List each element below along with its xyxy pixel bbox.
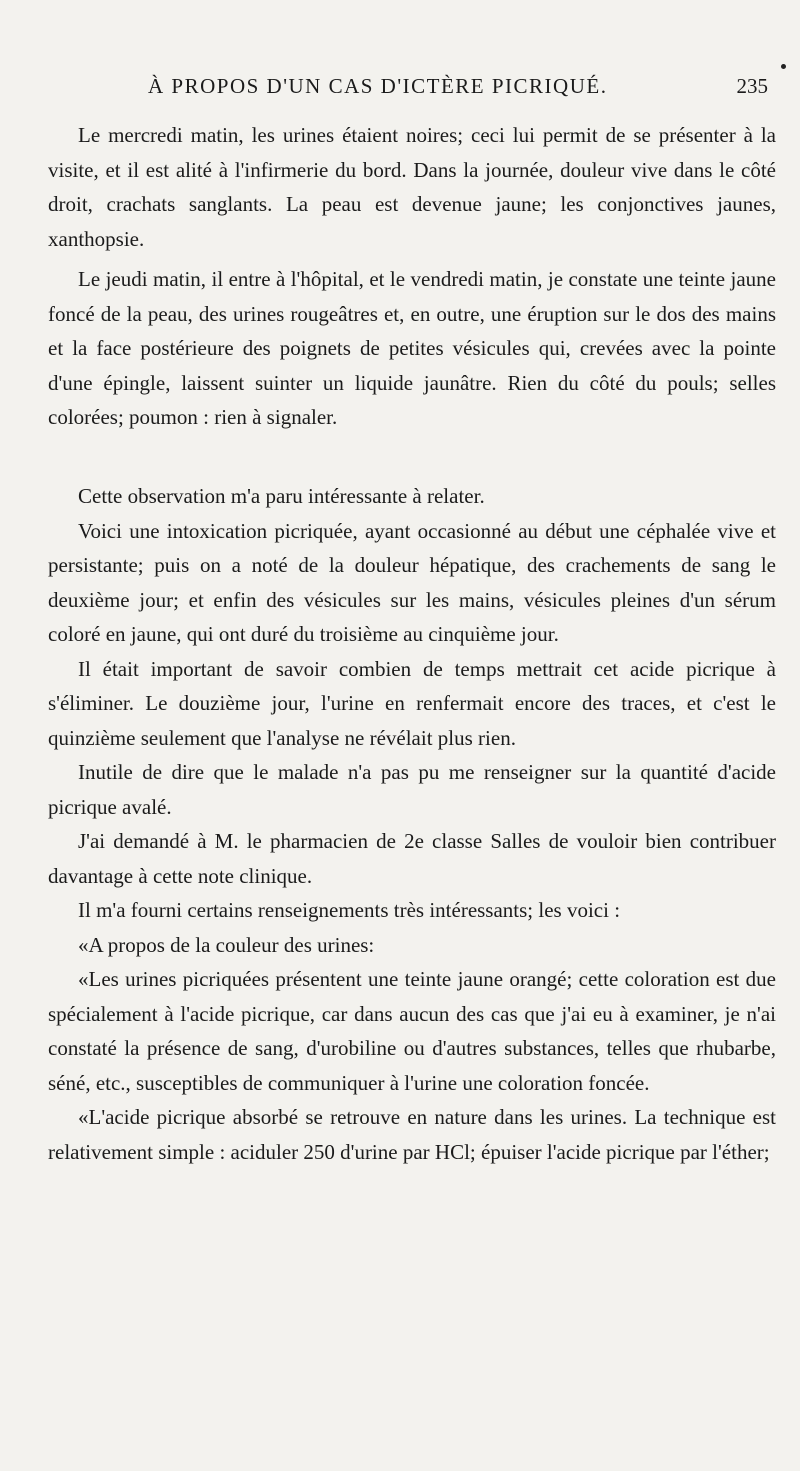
text-block-1 — [48, 118, 776, 256]
paragraph: Il était important de savoir combien de temps mettrait cet acide picrique à s'éliminer. Le douzième jour, l'urine en renfermait encore des traces, et c'est le quinzième seulement que l'analyse ne révélait plus rien. — [48, 656, 776, 750]
ink-speck — [781, 64, 786, 69]
text-block-2 — [48, 262, 776, 435]
running-header — [48, 74, 768, 106]
paragraph: Voici une intoxication picriquée, ayant occasionné au début une céphalée vive et persistante; puis on a noté de la douleur hépatique, des crachements de sang le deuxième jour; et enfin des vésicules sur les mains, vésicules pleines d'un sérum coloré en jaune, qui ont duré du troisième au cinquième jour. — [48, 518, 776, 646]
paragraph: «L'acide picrique absorbé se retrouve en nature dans les urines. La technique est relativement simple : aciduler 250 d'urine par HCl; épuiser l'acide picrique par l'éther; — [48, 1105, 776, 1164]
running-title: À PROPOS D'UN CAS D'ICTÈRE PICRIQUÉ. — [148, 74, 608, 98]
paragraph: «Les urines picriquées présentent une teinte jaune orangé; cette coloration est due spécialement à l'acide picrique, car dans aucun des cas que j'ai eu à examiner, je n'ai constaté la présence de sang, d'urobiline ou d'autres substances, telles que rhubarbe, séné, etc., susceptibles de communiquer à l'urine une coloration foncée. — [48, 967, 776, 1095]
paragraph: J'ai demandé à M. le pharmacien de 2e classe Salles de vouloir bien contribuer davantage à cette note clinique. — [48, 829, 776, 888]
paragraph: Cette observation m'a paru intéressante à relater. — [78, 484, 485, 508]
page-number: 235 — [736, 74, 768, 98]
paragraph: Le jeudi matin, il entre à l'hôpital, et le vendredi matin, je constate une teinte jaune foncé de la peau, des urines rougeâtres et, en outre, une éruption sur le dos des mains et la face postérieure des poignets de petites vésicules qui, crevées avec la pointe d'une épingle, laissent suinter un liquide jaunâtre. Rien du côté du pouls; selles colorées; poumon : rien à signaler. — [48, 267, 776, 429]
paragraph: Le mercredi matin, les urines étaient noires; ceci lui permit de se présenter à la visite, et il est alité à l'infirmerie du bord. Dans la journée, douleur vive dans le côté droit, crachats sanglants. La peau est devenue jaune; les conjonctives jaunes, xanthopsie. — [48, 123, 776, 251]
paragraph: «A propos de la couleur des urines: — [78, 932, 375, 957]
paragraph: Inutile de dire que le malade n'a pas pu me renseigner sur la quantité d'acide picrique avalé. — [48, 760, 776, 819]
paragraph: Il m'a fourni certains renseignements très intéressants; les voici : — [78, 898, 621, 922]
text-block-3 — [48, 479, 776, 1169]
